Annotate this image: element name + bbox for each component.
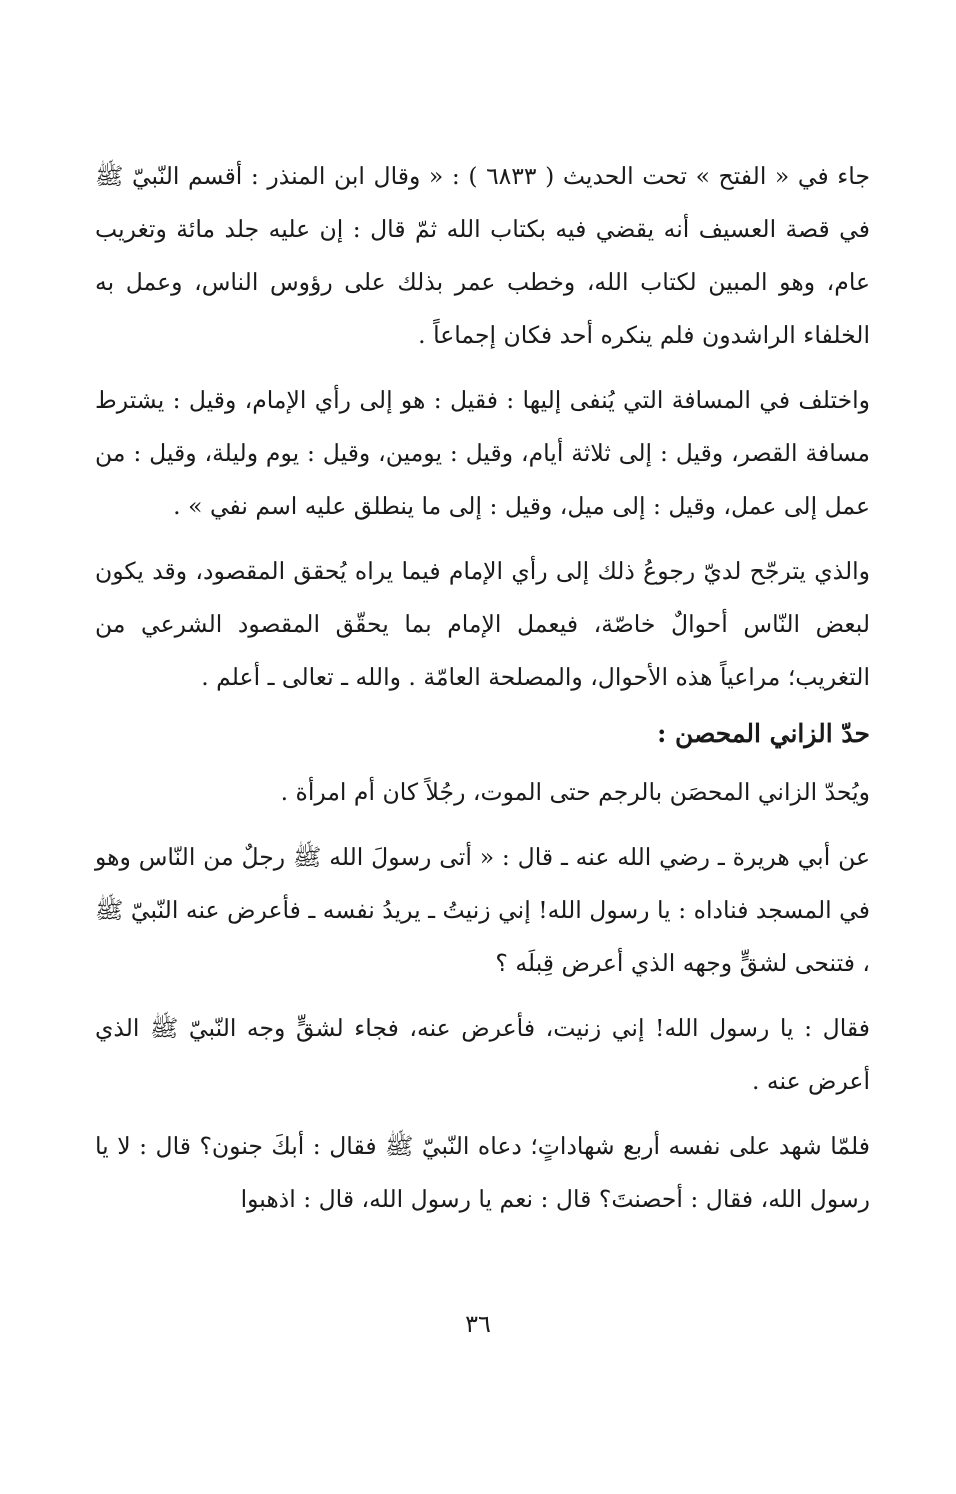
page-body: [95, 150, 870, 1226]
paragraph-four-testimonies: فلمّا شهد على نفسه أربع شهاداتٍ؛ دعاه النّبيّ ﷺ فقال : أبكَ جنون؟ قال : لا يا رسول الله، فقال : أحصنتَ؟ قال : نعم يا رسول الله، قال : اذهبوا: [95, 1132, 870, 1213]
page-number: ٣٦: [465, 1310, 491, 1338]
paragraph-exile-distance: واختلف في المسافة التي يُنفى إليها : فقيل : هو إلى رأي الإمام، وقيل : يشترط مسافة القصر، وقيل : إلى ثلاثة أيام، وقيل : يومين، وقيل : يوم وليلة، وقيل : من عمل إلى عمل، وقيل : إلى ميل، وقيل : إلى ما ينطلق عليه اسم نفي » .: [95, 386, 870, 520]
section-heading: حدّ الزاني المحصن :: [657, 719, 870, 748]
paragraph-author-opinion: والذي يترجّح لديّ رجوعُ ذلك إلى رأي الإمام فيما يراه يُحقق المقصود، وقد يكون لبعض النّاس أحوالٌ خاصّة، فيعمل الإمام بما يحقّق المقصود الشرعي من التغريب؛ مراعياً هذه الأحوال، والمصلحة العامّة . والله ـ تعالى ـ أعلم .: [95, 557, 871, 691]
paragraph-stoning-rule: ويُحدّ الزاني المحصَن بالرجم حتى الموت، رجُلاً كان أم امرأة .: [280, 778, 870, 806]
paragraph-second-confession: فقال : يا رسول الله! إني زنيت، فأعرض عنه، فجاء لشقٍّ وجه النّبيّ ﷺ الذي أعرض عنه .: [95, 1014, 870, 1095]
paragraph-abu-hurayra-hadith: عن أبي هريرة ـ رضي الله عنه ـ قال : « أتى رسولَ الله ﷺ رجلٌ من النّاس وهو في المسجد فناداه : يا رسول الله! إني زنيتُ ـ يريدُ نفسه ـ فأعرض عنه النّبيّ ﷺ ، فتنحى لشقٍّ وجهه الذي أعرض قِبلَه ؟: [95, 843, 870, 977]
paragraph-fath-quote: جاء في « الفتح » تحت الحديث ( ٦٨٣٣ ) : « وقال ابن المنذر : أقسم النّبيّ ﷺ في قصة العسيف أنه يقضي فيه بكتاب الله ثمّ قال : إن عليه جلد مائة وتغريب عام، وهو المبين لكتاب الله، وخطب عمر بذلك على رؤوس الناس، وعمل به الخلفاء الراشدون فلم ينكره أحد فكان إجماعاً .: [95, 162, 870, 349]
